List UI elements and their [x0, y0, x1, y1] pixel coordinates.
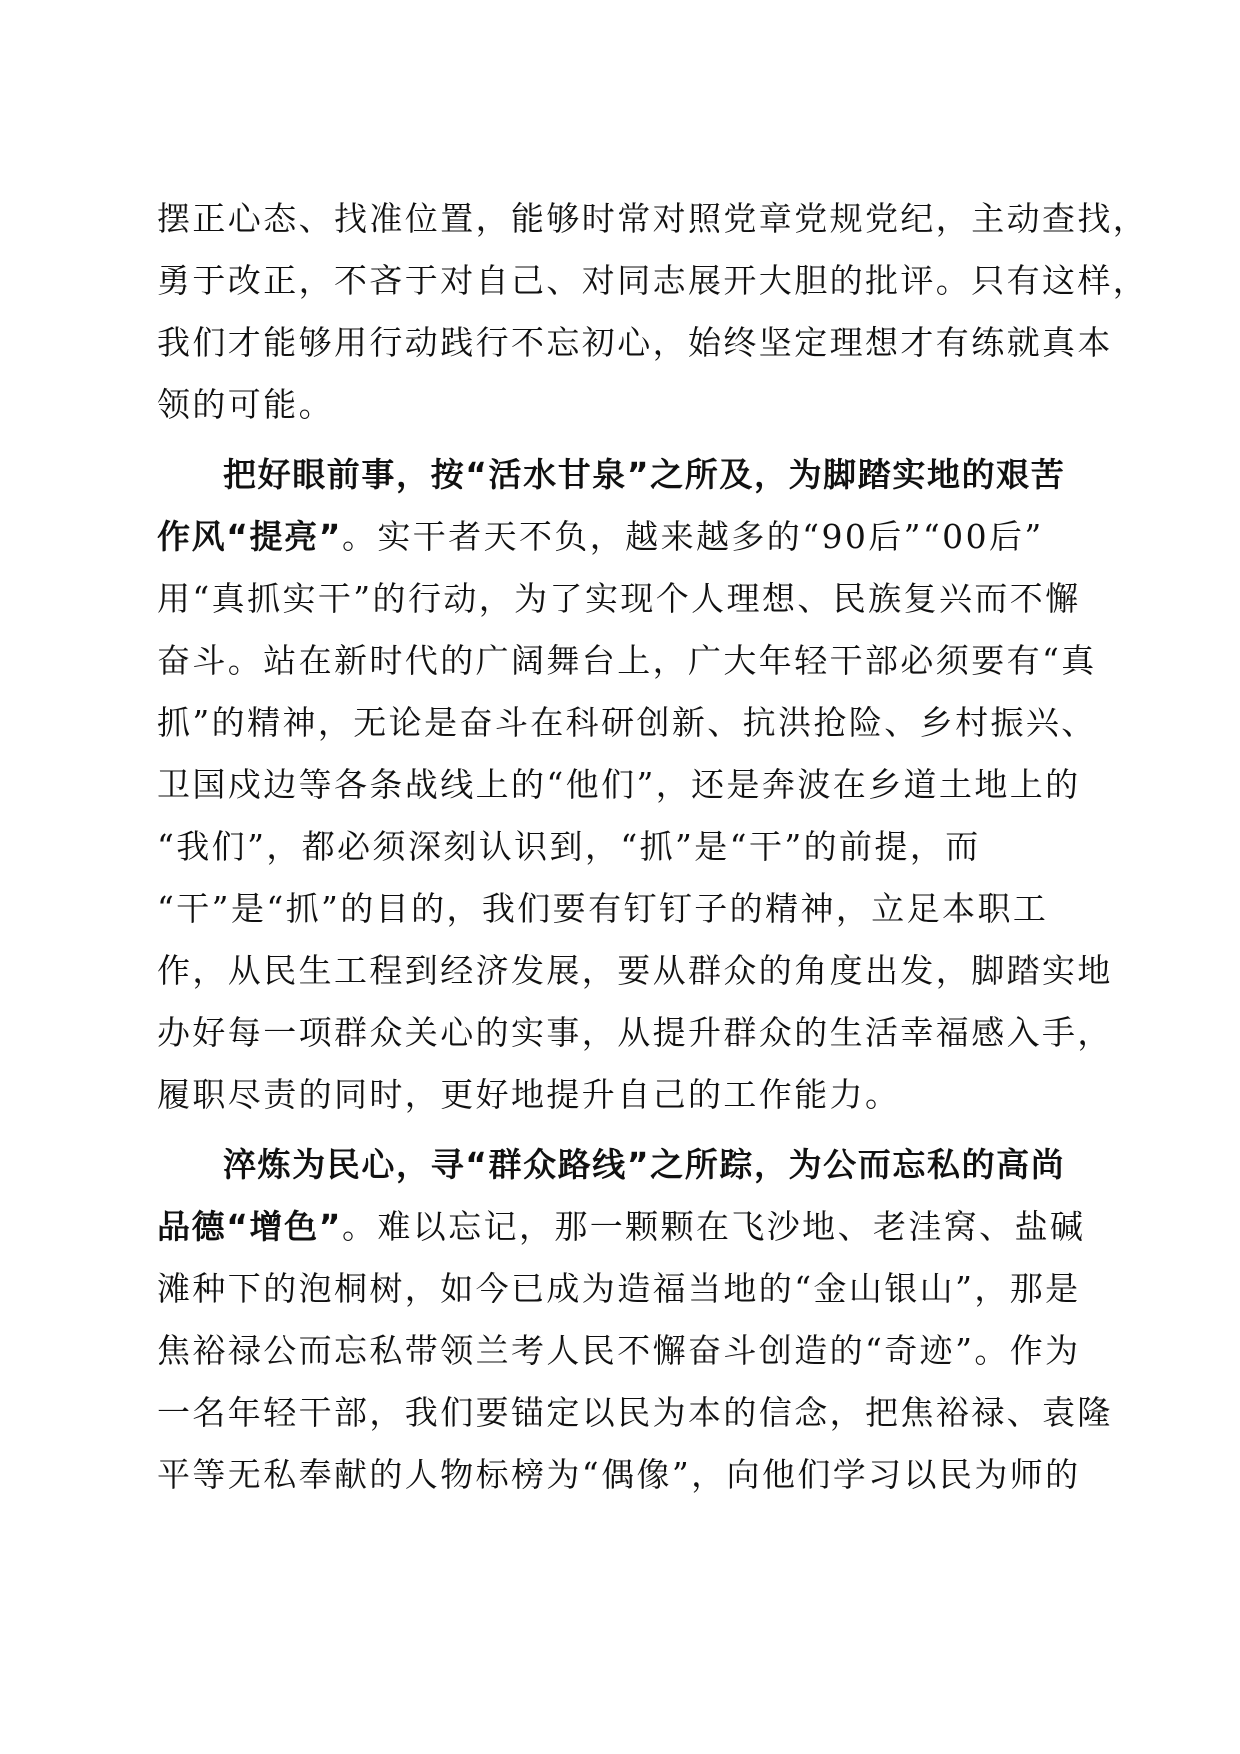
- paragraph-line: [157, 1196, 1087, 1258]
- paragraph-2: [157, 444, 1113, 1126]
- paragraph-line: 摆正心态、找准位置，能够时常对照党章党规党纪，主动查找，: [157, 199, 1149, 238]
- paragraph-line-text: 。难以忘记，那一颗颗在飞沙地、老洼窝、盐碱: [341, 1207, 1086, 1246]
- document-body: [157, 188, 1149, 1506]
- paragraph-line-text: 。实干者天不负，越来越多的“90后”“00后”: [341, 517, 1044, 556]
- paragraph-line: 滩种下的泡桐树，如今已成为造福当地的“金山银山”，那是: [157, 1269, 1081, 1308]
- paragraph-line: 我们才能够用行动践行不忘初心，始终坚定理想才有练就真本: [157, 323, 1113, 362]
- paragraph-line: 作，从民生工程到经济发展，要从群众的角度出发，脚踏实地: [157, 951, 1113, 990]
- paragraph-line: 平等无私奉献的人物标榜为“偶像”，向他们学习以民为师的: [157, 1455, 1081, 1494]
- paragraph-line: 领的可能。: [157, 385, 334, 424]
- paragraph-spacer: [157, 1126, 1087, 1134]
- paragraph-1: [157, 188, 1149, 436]
- paragraph-line: 一名年轻干部，我们要锚定以民为本的信念，把焦裕禄、袁隆: [157, 1393, 1113, 1432]
- paragraph-line: 办好每一项群众关心的实事，从提升群众的生活幸福感入手，: [157, 1013, 1113, 1052]
- paragraph-heading-tail: 作风“提亮”: [157, 517, 342, 556]
- paragraph-line: 用“真抓实干”的行动，为了实现个人理想、民族复兴而不懈: [157, 579, 1081, 618]
- paragraph-line: 抓”的精神，无论是奋斗在科研创新、抗洪抢险、乡村振兴、: [157, 703, 1097, 742]
- paragraph-line: 勇于改正，不吝于对自己、对同志展开大胆的批评。只有这样，: [157, 261, 1149, 300]
- paragraph-heading-line: 淬炼为民心，寻“群众路线”之所踪，为公而忘私的高尚: [223, 1145, 1066, 1184]
- paragraph-line: “我们”，都必须深刻认识到，“抓”是“干”的前提，而: [157, 827, 981, 866]
- paragraph-spacer: [157, 436, 1087, 444]
- paragraph-heading-tail: 品德“增色”: [157, 1207, 342, 1246]
- paragraph-line: 焦裕禄公而忘私带领兰考人民不懈奋斗创造的“奇迹”。作为: [157, 1331, 1081, 1370]
- paragraph-heading-line: 把好眼前事，按“活水甘泉”之所及，为脚踏实地的艰苦: [223, 455, 1066, 494]
- paragraph-line: 卫国戍边等各条战线上的“他们”，还是奔波在乡道土地上的: [157, 765, 1081, 804]
- paragraph-line: “干”是“抓”的目的，我们要有钉钉子的精神，立足本职工: [157, 889, 1049, 928]
- paragraph-3: [157, 1134, 1113, 1506]
- paragraph-line: 奋斗。站在新时代的广阔舞台上，广大年轻干部必须要有“真: [157, 641, 1097, 680]
- paragraph-line: 履职尽责的同时，更好地提升自己的工作能力。: [157, 1075, 901, 1114]
- paragraph-line: [157, 506, 1087, 568]
